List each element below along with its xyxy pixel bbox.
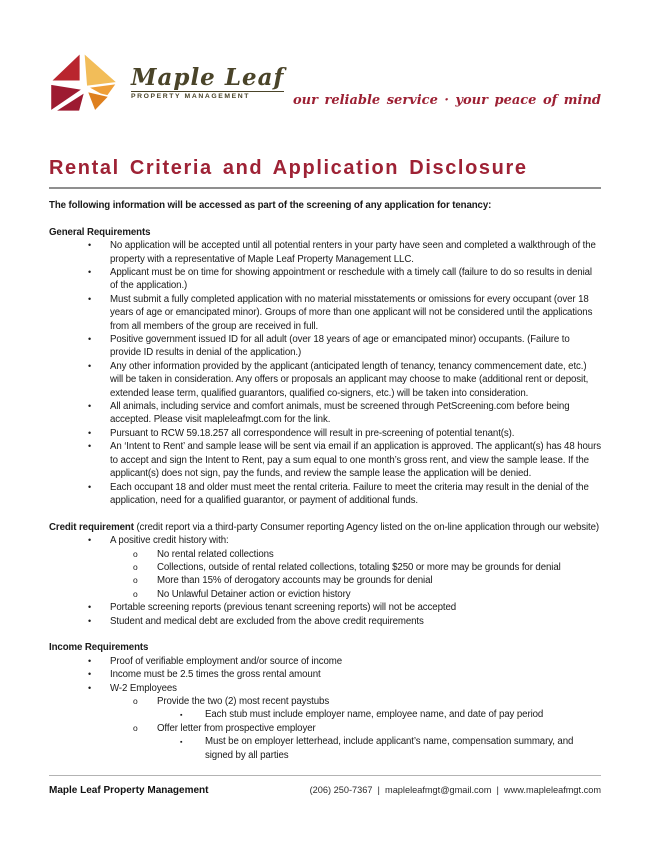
criteria-section [49,521,601,628]
intro-text: The following information will be accessed as part of the screening of any application for tenancy: [49,200,492,211]
list-item [49,293,601,333]
bullet-marker: ▪ [180,711,183,719]
list-item [49,239,601,266]
criteria-section [49,226,601,508]
bullet-marker: • [88,427,92,438]
company-tagline: our reliable service · your peace of mind [292,93,601,108]
list-item-text: Collections, outside of rental related collections, totaling $250 or more may be grounds for denial [157,561,561,573]
list-item-text: Income must be 2.5 times the gross rental amount [110,669,321,681]
bullet-marker: o [133,695,138,706]
section-heading [49,641,601,654]
sections-container [49,226,601,762]
list-item-text: Must be on employer letterhead, include applicant’s name, compensation summary, and signed by all parties [205,736,574,761]
logo-roof-right [84,53,118,87]
list-item-text: Offer letter from prospective employer [157,722,316,734]
bullet-marker: • [88,334,92,345]
list-item [49,655,601,668]
list-item-text: Proof of verifiable employment and/or source of income [110,655,343,667]
logo-wordmark [131,66,284,100]
list-item [49,735,601,762]
bullet-list [49,655,601,762]
list-item [49,601,601,614]
bullet-marker: • [88,481,92,492]
section-heading-label: Income Requirements [49,642,149,654]
list-item-text: An ‘Intent to Rent’ and sample lease will be sent via email if an application is approved. The applicant(s) has 48 hours to accept and sign the Intent to Rent, pay a sum equal to one month’s gross rent, and view the sample lease. If the applicant(s) does not sign, pay the funds, and review the sample lease the application will be denied. [110,441,601,480]
list-item-text: Pursuant to RCW 59.18.257 all correspondence will result in pre-screening of potential tenant(s). [110,427,515,439]
bullet-marker: • [88,655,92,666]
list-item-text: Any other information provided by the applicant (anticipated length of tenancy, tenancy commencement date, etc.) will be taken in consideration. Any offers or proposals an applicant may choose to make (additional rent or deposit, extended lease term, qualified guarantors, qualified co-signers, etc.) will be taken into consideration. [110,360,589,399]
list-item [49,561,601,574]
list-item [49,360,601,400]
section-heading-label: General Requirements [49,226,151,238]
bullet-marker: • [88,602,92,613]
bullet-marker: o [133,575,138,586]
list-item-text: Each stub must include employer name, employee name, and date of pay period [205,709,544,721]
list-item [49,695,601,708]
section-heading [49,521,601,534]
list-item-text: Positive government issued ID for all adult (over 18 years of age or emancipated minor) occupants. (Failure to provide ID results in denial of the application.) [110,334,570,359]
bullet-marker: o [133,561,138,572]
footer-contact-info: (206) 250-7367 | mapleleafmgt@gmail.com | www.mapleleafmgt.com [309,785,601,795]
list-item-text: More than 15% of derogatory accounts may be grounds for denial [157,575,433,587]
logo-roof-left [50,53,80,82]
list-item [49,588,601,601]
bullet-marker: • [88,267,92,278]
list-item [49,668,601,681]
list-item-text: A positive credit history with: [110,535,229,547]
list-item [49,427,601,440]
section-heading-label: Credit requirement [49,521,134,533]
bullet-marker: • [88,535,92,546]
list-item [49,440,601,480]
bullet-marker: • [88,682,92,693]
list-item [49,400,601,427]
list-item-text: No rental related collections [157,548,274,560]
list-item [49,615,601,628]
bullet-marker: • [88,293,92,304]
list-item [49,722,601,735]
bullet-marker: • [88,669,92,680]
list-item [49,708,601,721]
bullet-list [49,239,601,507]
bullet-marker: • [88,360,92,371]
logo-company-name: Maple Leaf [131,64,285,91]
page-title: Rental Criteria and Application Disclosure [49,157,601,189]
list-item-text: All animals, including service and comfort animals, must be screened through PetScreening.com before being accepted. Please visit mapleleafmgt.com for the link. [110,401,570,426]
page-footer [49,775,601,796]
list-item [49,682,601,695]
list-item-text: No application will be accepted until all potential renters in your party have seen and completed a walkthrough of the property with a representative of Maple Leaf Property Management LLC. [110,240,596,265]
bullet-marker: • [88,615,92,626]
footer-company-name: Maple Leaf Property Management [49,785,209,796]
section-heading [49,226,601,239]
bullet-marker: ▪ [180,738,183,746]
criteria-section [49,641,601,762]
list-item [49,574,601,587]
logo-company-subtitle: PROPERTY MANAGEMENT [131,91,284,100]
list-item-text: Must submit a fully completed application with no material misstatements or omissions for every occupant (over 18 years of age or emancipated minor). Groups of more than one applicant will not be considered until the applications from all members of the group are received in full. [110,293,593,332]
company-logo [49,52,284,114]
bullet-list [49,534,601,628]
list-item [49,333,601,360]
bullet-marker: • [88,401,92,412]
list-item [49,534,601,547]
list-item-text: W-2 Employees [110,682,177,694]
bullet-marker: o [133,588,138,599]
list-item [49,548,601,561]
list-item-text: Student and medical debt are excluded from the above credit requirements [110,615,424,627]
bullet-marker: o [133,722,138,733]
list-item [49,481,601,508]
bullet-marker: • [88,240,92,251]
list-item [49,266,601,293]
list-item-text: No Unlawful Detainer action or eviction history [157,588,351,600]
list-item-text: Portable screening reports (previous tenant screening reports) will not be accepted [110,602,457,614]
bullet-marker: o [133,548,138,559]
section-heading-suffix: (credit report via a third-party Consumer reporting Agency listed on the on-line application through our website) [133,521,600,533]
house-logo-icon [49,52,121,114]
letterhead [49,0,601,114]
list-item-text: Provide the two (2) most recent paystubs [157,695,330,707]
list-item-text: Each occupant 18 and older must meet the rental criteria. Failure to meet the criteria may result in the denial of the application, need for a qualified guarantor, or payment of additional funds. [110,481,589,506]
list-item-text: Applicant must be on time for showing appointment or reschedule with a timely call (failure to do so results in denial of the application.) [110,267,592,292]
bullet-marker: • [88,441,92,452]
